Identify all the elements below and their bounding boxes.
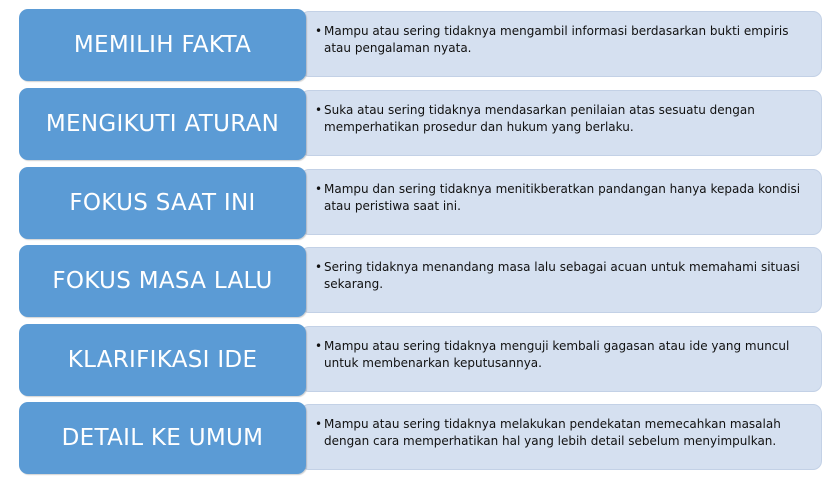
label-box: DETAIL KE UMUM (19, 402, 306, 474)
description-box (300, 326, 822, 392)
description-box (300, 247, 822, 313)
row-detail-ke-umum (0, 402, 839, 474)
label-box: FOKUS SAAT INI (19, 167, 306, 239)
label-box: MEMILIH FAKTA (19, 9, 306, 81)
label-box: KLARIFIKASI IDE (19, 324, 306, 396)
label-box: MENGIKUTI ATURAN (19, 88, 306, 160)
bullet-icon: • (315, 339, 323, 353)
description-text: Mampu atau sering tidaknya menguji kembali gagasan atau ide yang muncul untuk membenarkan keputusannya. (324, 339, 790, 370)
bullet-icon: • (315, 182, 323, 196)
bullet-icon: • (315, 260, 323, 274)
description-text: Mampu atau sering tidaknya mengambil informasi berdasarkan bukti empiris atau pengalaman nyata. (324, 24, 789, 55)
row-fokus-saat-ini (0, 167, 839, 239)
description-box (300, 90, 822, 156)
row-fokus-masa-lalu (0, 245, 839, 317)
description-box (300, 169, 822, 235)
bullet-icon: • (315, 417, 323, 431)
label-box: FOKUS MASA LALU (19, 245, 306, 317)
row-klarifikasi-ide (0, 324, 839, 396)
row-memilih-fakta (0, 9, 839, 81)
row-mengikuti-aturan (0, 88, 839, 160)
description-text: Suka atau sering tidaknya mendasarkan penilaian atas sesuatu dengan memperhatikan prosedur dan hukum yang berlaku. (324, 103, 755, 134)
description-text: Mampu dan sering tidaknya menitikberatkan pandangan hanya kepada kondisi atau peristiwa saat ini. (324, 182, 801, 213)
bullet-icon: • (315, 24, 323, 38)
description-box (300, 404, 822, 470)
description-text: Mampu atau sering tidaknya melakukan pendekatan memecahkan masalah dengan cara memperhatikan hal yang lebih detail sebelum menyimpulkan. (324, 417, 781, 448)
description-box (300, 11, 822, 77)
bullet-icon: • (315, 103, 323, 117)
description-text: Sering tidaknya menandang masa lalu sebagai acuan untuk memahami situasi sekarang. (324, 260, 800, 291)
